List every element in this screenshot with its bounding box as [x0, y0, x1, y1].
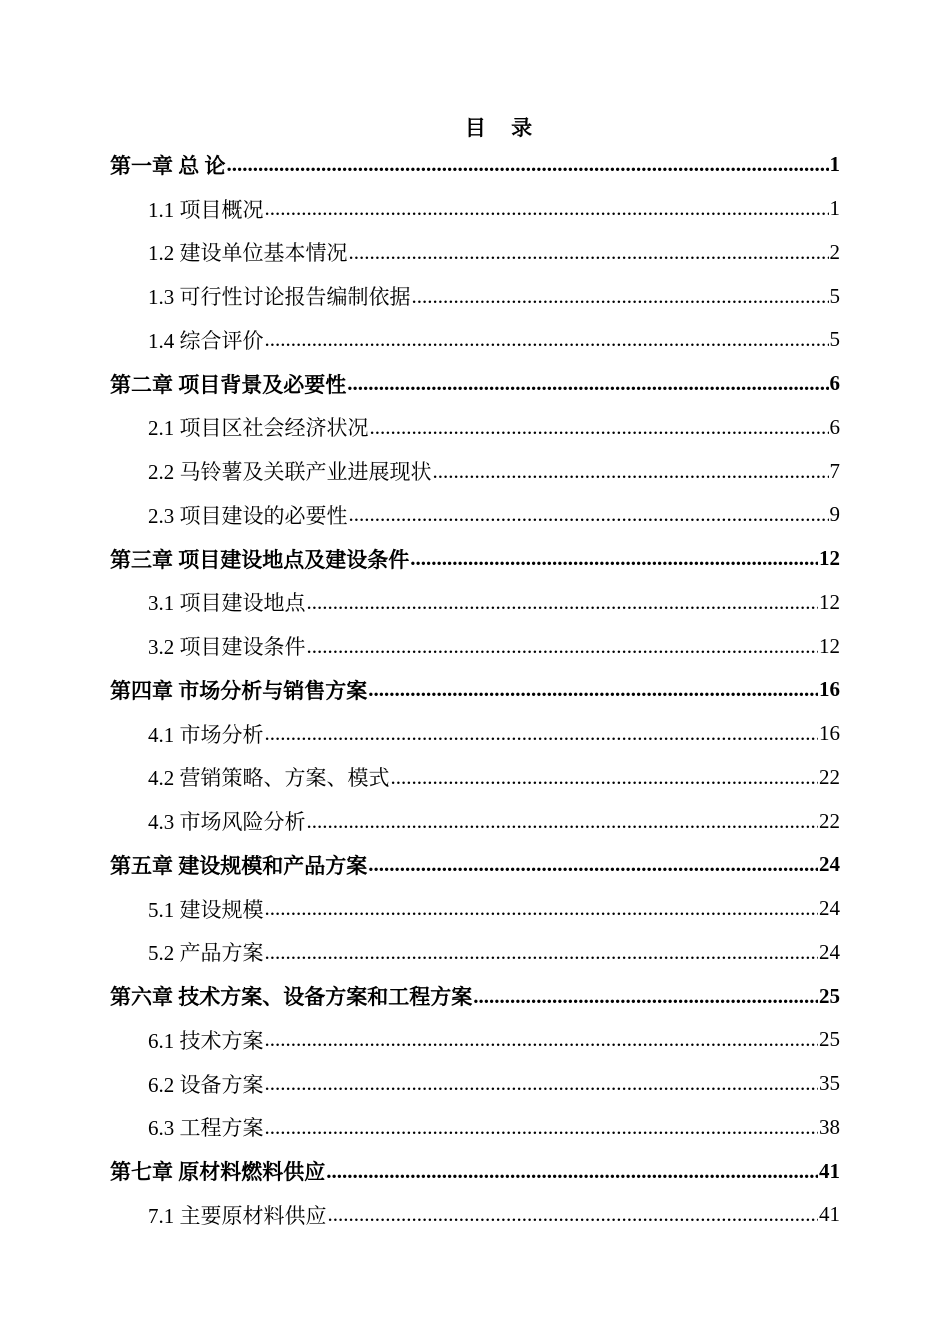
toc-chapter-entry[interactable]	[0, 537, 950, 581]
toc-page-number: 24	[819, 896, 840, 921]
toc-page-number: 22	[819, 808, 840, 833]
dot-leader	[307, 590, 819, 615]
toc-entry-title: 2.3 项目建设的必要性	[148, 503, 348, 528]
toc-entry-title: 第二章 项目背景及必要性	[110, 372, 347, 397]
toc-entry-title: 第一章 总 论	[110, 153, 226, 178]
toc-entry-title: 4.1 市场分析	[148, 722, 264, 747]
toc-page-number: 12	[819, 589, 840, 614]
toc-entry-title: 6.3 工程方案	[148, 1116, 264, 1141]
toc-entry-title: 5.1 建设规模	[148, 897, 264, 922]
toc-section-entry[interactable]	[0, 1193, 950, 1237]
toc-page-number: 5	[829, 283, 840, 308]
dot-leader	[265, 1027, 819, 1052]
dot-leader	[433, 459, 829, 484]
toc-entry-title: 4.2 营销策略、方案、模式	[148, 766, 390, 791]
dot-leader	[326, 1159, 818, 1184]
toc-section-entry[interactable]	[0, 187, 950, 231]
dot-leader	[410, 546, 818, 571]
toc-section-entry[interactable]	[0, 493, 950, 537]
toc-page-number: 1	[829, 196, 840, 221]
toc-entry-title: 第七章 原材料燃料供应	[110, 1160, 326, 1185]
toc-page-number: 41	[819, 1158, 840, 1183]
toc-entry-title: 3.2 项目建设条件	[148, 635, 306, 660]
toc-entry-title: 4.3 市场风险分析	[148, 810, 306, 835]
dot-leader	[349, 240, 829, 265]
toc-section-entry[interactable]	[0, 1106, 950, 1150]
dot-leader	[307, 634, 819, 659]
toc-section-entry[interactable]	[0, 1062, 950, 1106]
toc-page-number: 38	[819, 1114, 840, 1139]
toc-page-number: 6	[829, 414, 840, 439]
toc-page-number: 9	[829, 502, 840, 527]
dot-leader	[349, 502, 829, 527]
toc-section-entry[interactable]	[0, 318, 950, 362]
dot-leader	[265, 721, 819, 746]
toc-section-entry[interactable]	[0, 581, 950, 625]
dot-leader	[265, 1071, 819, 1096]
toc-section-entry[interactable]	[0, 449, 950, 493]
toc-entry-title: 3.1 项目建设地点	[148, 591, 306, 616]
dot-leader	[265, 1115, 819, 1140]
dot-leader	[265, 196, 829, 221]
dot-leader	[328, 1202, 819, 1227]
toc-chapter-entry[interactable]	[0, 843, 950, 887]
toc-page-number: 24	[819, 852, 840, 877]
dot-leader	[412, 284, 829, 309]
toc-title: 目 录	[464, 116, 543, 140]
toc-chapter-entry[interactable]	[0, 668, 950, 712]
toc-page-number: 25	[819, 983, 840, 1008]
dot-leader	[347, 371, 828, 396]
dot-leader	[368, 852, 818, 877]
toc-entry-title: 1.2 建设单位基本情况	[148, 241, 348, 266]
toc-chapter-entry[interactable]	[0, 974, 950, 1018]
toc-chapter-entry[interactable]	[0, 1149, 950, 1193]
dot-leader	[265, 940, 819, 965]
toc-chapter-entry[interactable]	[0, 143, 950, 187]
dot-leader	[227, 152, 829, 177]
toc-page-number: 16	[819, 721, 840, 746]
toc-section-entry[interactable]	[0, 887, 950, 931]
toc-section-entry[interactable]	[0, 624, 950, 668]
toc-section-entry[interactable]	[0, 406, 950, 450]
dot-leader	[473, 984, 818, 1009]
toc-section-entry[interactable]	[0, 231, 950, 275]
toc-entry-title: 6.2 设备方案	[148, 1072, 264, 1097]
toc-page-number: 2	[829, 239, 840, 264]
toc-entry-title: 1.1 项目概况	[148, 197, 264, 222]
toc-page-number: 6	[829, 371, 840, 396]
toc-page-number: 5	[829, 327, 840, 352]
toc-entry-title: 第六章 技术方案、设备方案和工程方案	[110, 985, 473, 1010]
dot-leader	[391, 765, 819, 790]
toc-section-entry[interactable]	[0, 274, 950, 318]
dot-leader	[368, 677, 818, 702]
toc-page-number: 12	[819, 633, 840, 658]
toc-entry-title: 7.1 主要原材料供应	[148, 1203, 327, 1228]
toc-chapter-entry[interactable]	[0, 362, 950, 406]
toc-entry-title: 第三章 项目建设地点及建设条件	[110, 547, 410, 572]
toc-page-number: 22	[819, 764, 840, 789]
toc-entry-title: 1.3 可行性讨论报告编制依据	[148, 285, 411, 310]
toc-list	[0, 143, 950, 1237]
toc-entry-title: 2.1 项目区社会经济状况	[148, 416, 369, 441]
toc-section-entry[interactable]	[0, 799, 950, 843]
toc-page-number: 41	[819, 1202, 840, 1227]
toc-page-number: 25	[819, 1027, 840, 1052]
toc-section-entry[interactable]	[0, 1018, 950, 1062]
toc-entry-title: 2.2 马铃薯及关联产业进展现状	[148, 460, 432, 485]
dot-leader	[265, 327, 829, 352]
toc-page-number: 35	[819, 1071, 840, 1096]
dot-leader	[370, 415, 829, 440]
toc-page-number: 7	[829, 458, 840, 483]
toc-entry-title: 第五章 建设规模和产品方案	[110, 853, 368, 878]
toc-entry-title: 第四章 市场分析与销售方案	[110, 678, 368, 703]
toc-section-entry[interactable]	[0, 756, 950, 800]
toc-section-entry[interactable]	[0, 931, 950, 975]
toc-entry-title: 6.1 技术方案	[148, 1028, 264, 1053]
toc-page-number: 12	[819, 546, 840, 571]
dot-leader	[307, 809, 819, 834]
toc-entry-title: 5.2 产品方案	[148, 941, 264, 966]
toc-section-entry[interactable]	[0, 712, 950, 756]
toc-page-number: 24	[819, 939, 840, 964]
toc-entry-title: 1.4 综合评价	[148, 328, 264, 353]
toc-page-number: 16	[819, 677, 840, 702]
dot-leader	[265, 896, 819, 921]
toc-page-number: 1	[829, 152, 840, 177]
